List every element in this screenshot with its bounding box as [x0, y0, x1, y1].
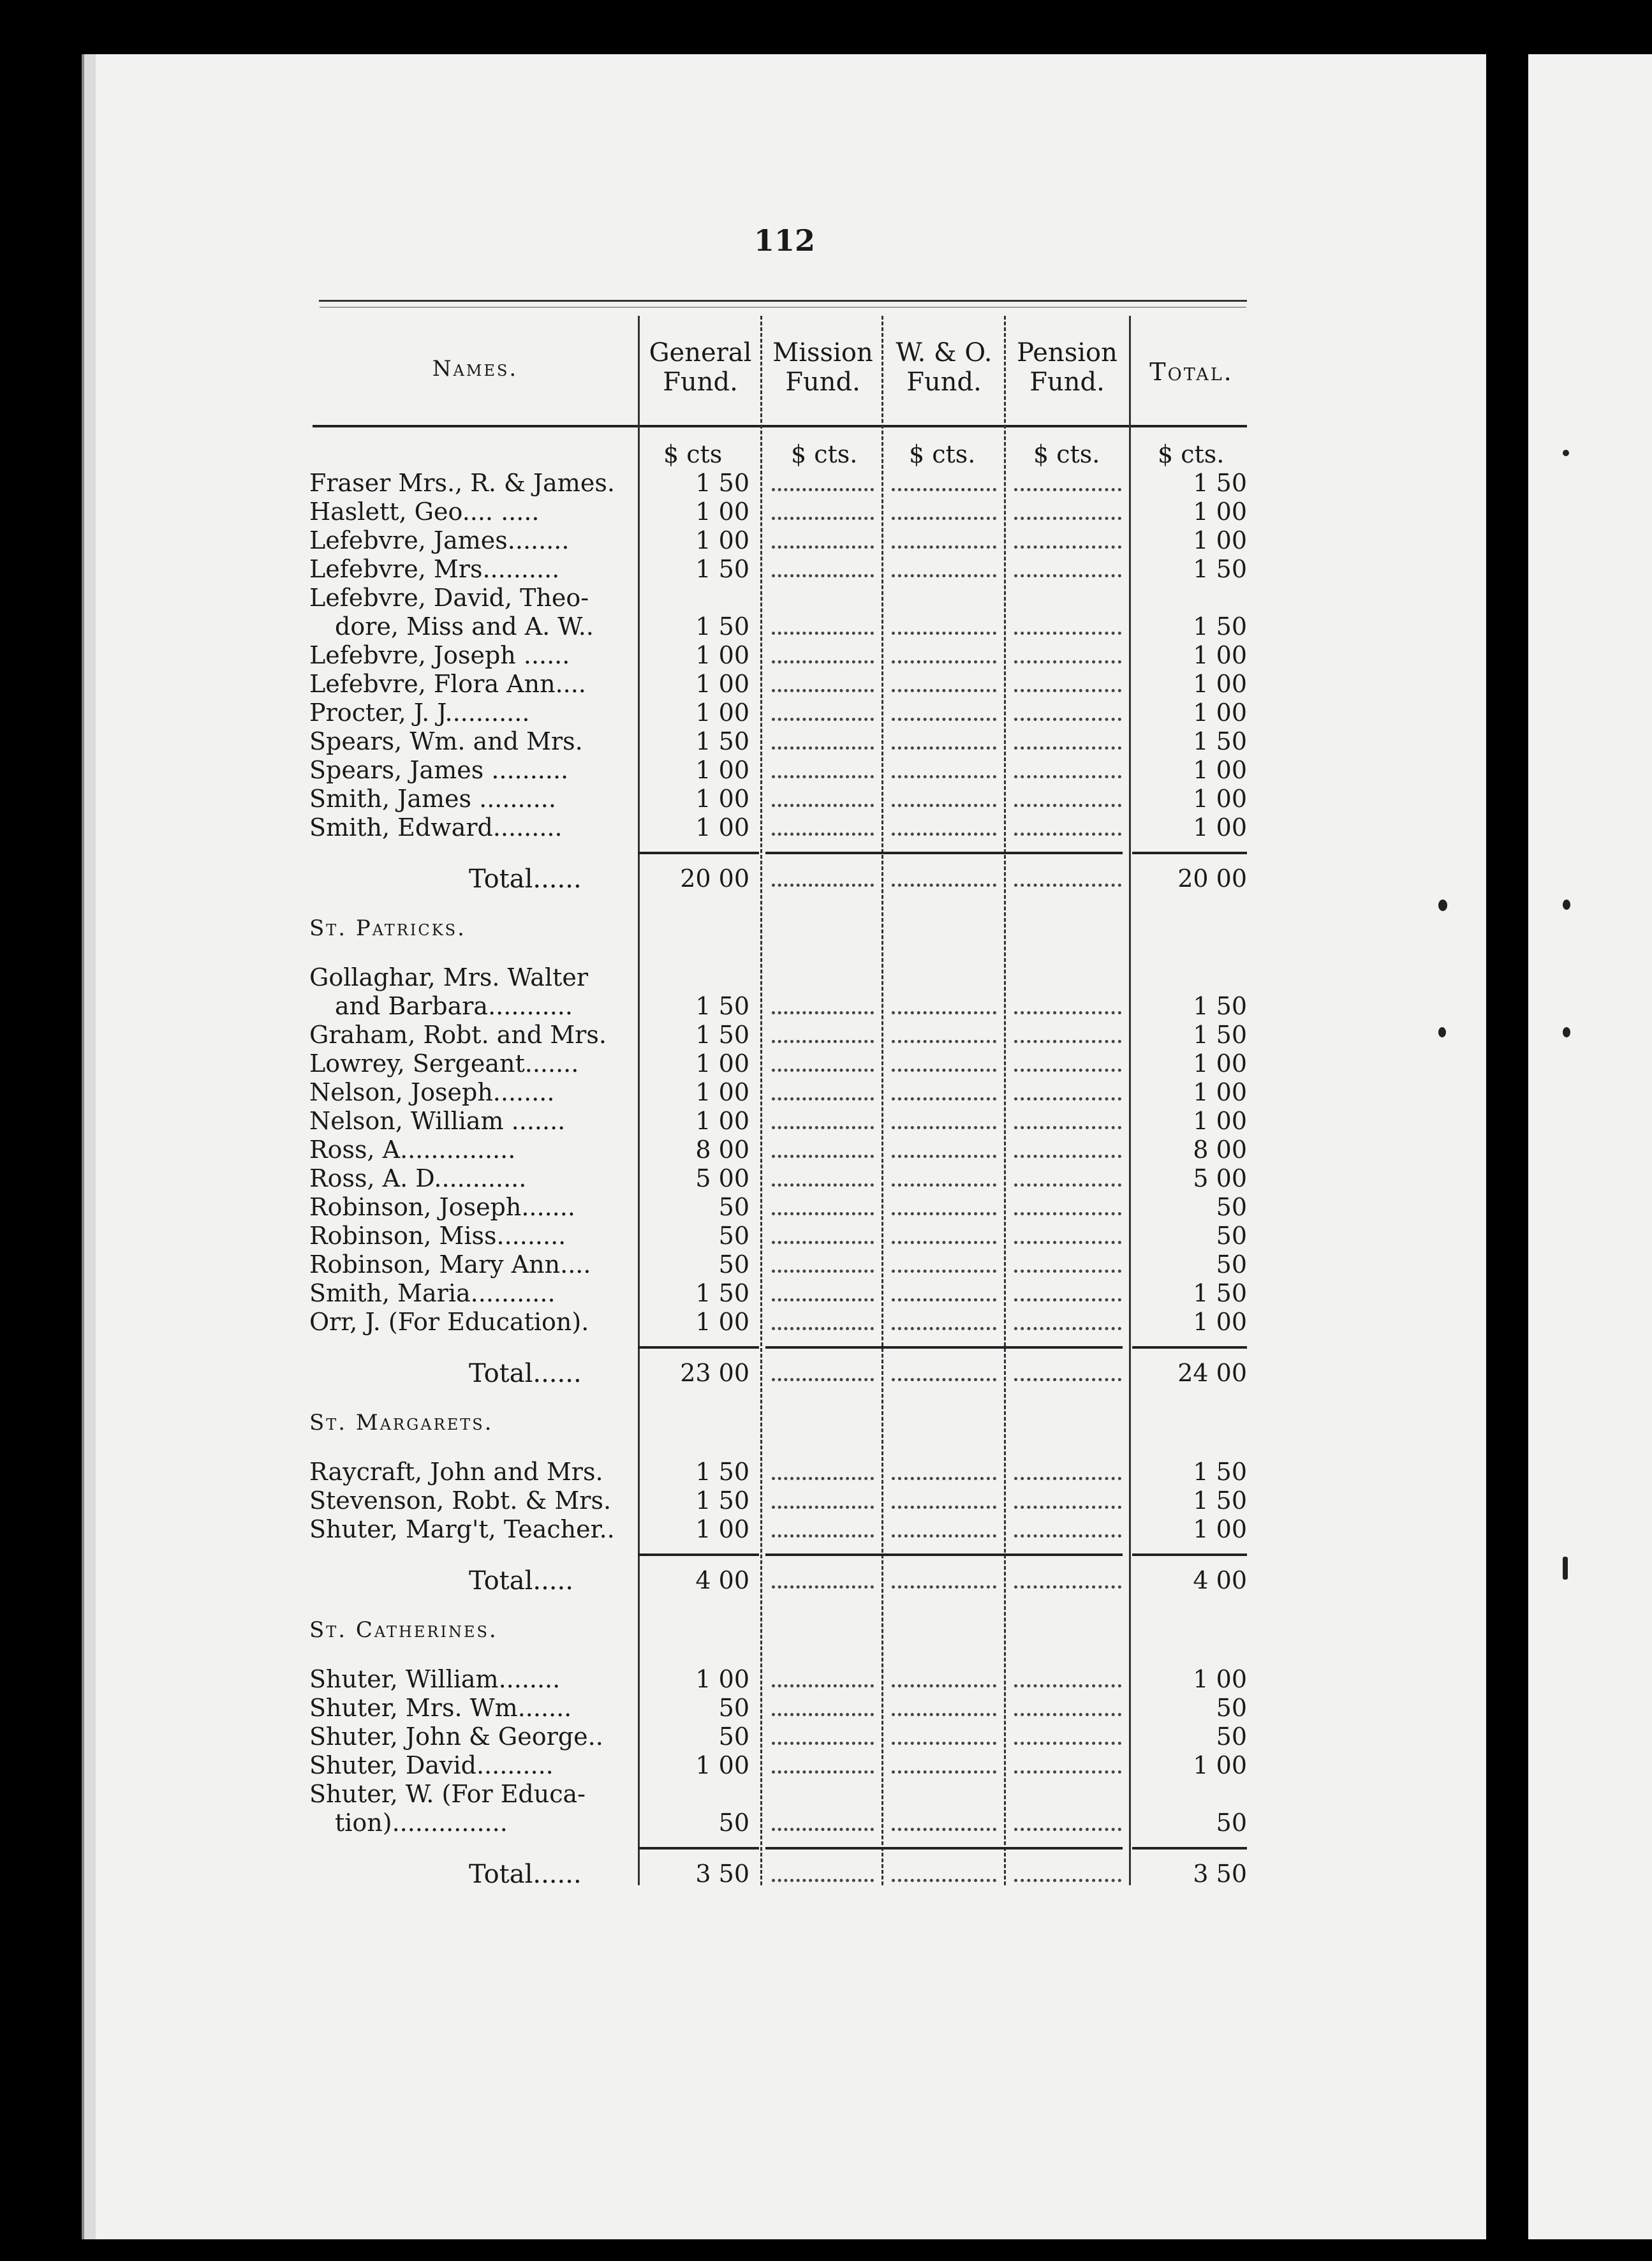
entry-name: Smith, Edward......... — [309, 813, 563, 841]
entry-name: Nelson, Joseph........ — [309, 1078, 555, 1106]
entry-name: Fraser Mrs., R. & James. — [309, 469, 615, 497]
general-fund-amount: 1 00 — [695, 526, 749, 554]
entry-name: Shuter, William........ — [309, 1665, 561, 1693]
total-amount: 1 00 — [1193, 1107, 1247, 1135]
total-amount: 1 50 — [1193, 1458, 1247, 1486]
column-divider — [760, 316, 762, 1885]
header-rule — [313, 425, 1247, 427]
entry-name: Lefebvre, Flora Ann.... — [309, 670, 586, 698]
general-fund-amount: 1 00 — [695, 756, 749, 784]
dotted-leader — [1014, 488, 1121, 491]
dotted-leader — [772, 1879, 874, 1882]
dotted-leader — [772, 545, 874, 549]
dotted-leader — [1014, 1241, 1121, 1244]
header-names: Names. — [432, 356, 519, 382]
dotted-leader — [1014, 1770, 1121, 1774]
total-amount: 1 00 — [1193, 813, 1247, 841]
entry-name: tion)............... — [335, 1809, 508, 1837]
dotted-leader — [1014, 1713, 1121, 1716]
entry-name: Lefebvre, Joseph ...... — [309, 641, 570, 669]
dotted-leader — [1014, 804, 1121, 807]
section-total-amount: 20 00 — [1177, 864, 1247, 893]
entry-name: dore, Miss and A. W.. — [335, 612, 594, 641]
dotted-leader — [1014, 1040, 1121, 1043]
entry-name: Robinson, Joseph....... — [309, 1193, 575, 1221]
dotted-leader — [892, 1183, 996, 1187]
general-fund-amount: 1 50 — [695, 469, 749, 497]
dotted-leader — [892, 689, 996, 692]
general-fund-amount: 1 00 — [695, 641, 749, 669]
general-fund-amount: 1 00 — [695, 813, 749, 841]
entry-name: Lefebvre, Mrs.......... — [309, 555, 560, 583]
total-amount: 1 50 — [1193, 992, 1247, 1020]
dotted-leader — [772, 1684, 874, 1687]
dotted-leader — [772, 574, 874, 577]
header-wo-line1: W. & O. — [896, 338, 992, 367]
total-amount: 8 00 — [1193, 1136, 1247, 1164]
entry-name: Lowrey, Sergeant....... — [309, 1049, 579, 1078]
header-mission-fund — [765, 338, 880, 397]
dotted-leader — [772, 660, 874, 663]
dotted-leader — [772, 746, 874, 750]
total-amount: 1 00 — [1193, 1751, 1247, 1779]
entry-name: Procter, J. J........... — [309, 699, 530, 727]
dotted-leader — [1014, 660, 1121, 663]
general-fund-amount: 50 — [718, 1193, 749, 1221]
dotted-leader — [892, 1270, 996, 1273]
entry-name: Shuter, John & George.. — [309, 1723, 603, 1751]
total-amount: 5 00 — [1193, 1164, 1247, 1192]
total-amount: 1 00 — [1193, 785, 1247, 813]
total-amount: 1 50 — [1193, 1021, 1247, 1049]
dotted-leader — [1014, 746, 1121, 750]
general-fund-amount: 1 00 — [695, 498, 749, 526]
general-fund-amount: 1 50 — [695, 992, 749, 1020]
general-fund-amount: 1 00 — [695, 1665, 749, 1693]
general-fund-amount: 50 — [718, 1694, 749, 1722]
units-wo: $ cts. — [909, 440, 976, 468]
entry-name: Haslett, Geo.... ..... — [309, 498, 540, 526]
dotted-leader — [772, 632, 874, 635]
sum-rule — [1132, 1346, 1247, 1349]
dotted-leader — [1014, 1879, 1121, 1882]
dotted-leader — [772, 1183, 874, 1187]
dotted-leader — [892, 1069, 996, 1072]
sum-rule — [765, 852, 1123, 854]
dotted-leader — [1014, 1534, 1121, 1538]
general-fund-amount: 1 50 — [695, 727, 749, 755]
dotted-leader — [1014, 1155, 1121, 1158]
dotted-leader — [1014, 1011, 1121, 1014]
sum-rule — [638, 1847, 759, 1850]
total-amount: 1 00 — [1193, 756, 1247, 784]
scan-speck — [1438, 900, 1447, 911]
total-amount: 1 50 — [1193, 727, 1247, 755]
section-total-label: Total...... — [469, 1359, 582, 1388]
header-mission-line2: Fund. — [785, 367, 860, 397]
dotted-leader — [1014, 1828, 1121, 1831]
total-amount: 1 50 — [1193, 555, 1247, 583]
dotted-leader — [1014, 1097, 1121, 1101]
units-total: $ cts. — [1158, 440, 1225, 468]
dotted-leader — [772, 1212, 874, 1215]
total-amount: 50 — [1216, 1694, 1247, 1722]
dotted-leader — [892, 1713, 996, 1716]
dotted-leader — [892, 1327, 996, 1330]
general-fund-amount: 1 00 — [695, 785, 749, 813]
entry-name: Orr, J. (For Education). — [309, 1308, 589, 1336]
entry-name: Lefebvre, James........ — [309, 526, 570, 554]
dotted-leader — [1014, 1327, 1121, 1330]
dotted-leader — [772, 1378, 874, 1381]
general-fund-amount: 50 — [718, 1723, 749, 1751]
general-fund-amount: 50 — [718, 1809, 749, 1837]
dotted-leader — [1014, 517, 1121, 520]
dotted-leader — [772, 1477, 874, 1480]
entry-name: Ross, A. D............ — [309, 1164, 527, 1192]
total-amount: 1 50 — [1193, 469, 1247, 497]
dotted-leader — [1014, 1126, 1121, 1129]
dotted-leader — [892, 1298, 996, 1301]
entry-name: Gollaghar, Mrs. Walter — [309, 963, 589, 991]
header-mission-line1: Mission — [772, 338, 873, 367]
general-fund-amount: 50 — [718, 1250, 749, 1279]
dotted-leader — [892, 1742, 996, 1745]
dotted-leader — [772, 775, 874, 778]
header-general-fund — [643, 338, 758, 397]
dotted-leader — [772, 1713, 874, 1716]
top-double-rule — [319, 300, 1247, 302]
dotted-leader — [772, 1040, 874, 1043]
total-amount: 50 — [1216, 1250, 1247, 1279]
dotted-leader — [1014, 1684, 1121, 1687]
dotted-leader — [772, 1742, 874, 1745]
dotted-leader — [1014, 1183, 1121, 1187]
section-total-amount: 3 50 — [1193, 1860, 1247, 1888]
dotted-leader — [892, 1828, 996, 1831]
units-mission: $ cts. — [791, 440, 858, 468]
dotted-leader — [1014, 1585, 1121, 1589]
column-divider — [1129, 316, 1131, 1885]
total-amount: 1 00 — [1193, 1665, 1247, 1693]
sum-rule — [765, 1847, 1123, 1850]
total-amount: 50 — [1216, 1193, 1247, 1221]
entry-name: Smith, James .......... — [309, 785, 556, 813]
dotted-leader — [892, 488, 996, 491]
dotted-leader — [892, 1212, 996, 1215]
general-fund-amount: 1 00 — [695, 699, 749, 727]
sum-rule — [1132, 1553, 1247, 1556]
dotted-leader — [892, 884, 996, 887]
dotted-leader — [892, 833, 996, 836]
dotted-leader — [772, 1241, 874, 1244]
entry-name: and Barbara........... — [335, 992, 573, 1020]
scan-speck — [1563, 450, 1569, 456]
dotted-leader — [892, 1879, 996, 1882]
header-general-line2: Fund. — [663, 367, 738, 397]
dotted-leader — [1014, 574, 1121, 577]
entry-name: Ross, A............... — [309, 1136, 516, 1164]
total-amount: 1 50 — [1193, 1486, 1247, 1515]
entry-name: Shuter, Marg't, Teacher.. — [309, 1515, 615, 1543]
total-amount: 1 50 — [1193, 612, 1247, 641]
dotted-leader — [1014, 718, 1121, 721]
header-pension-fund — [1007, 338, 1128, 397]
dotted-leader — [772, 1770, 874, 1774]
entry-name: Shuter, Mrs. Wm....... — [309, 1694, 572, 1722]
general-fund-amount: 8 00 — [695, 1136, 749, 1164]
header-pension-line1: Pension — [1017, 338, 1117, 367]
dotted-leader — [1014, 1477, 1121, 1480]
total-amount: 1 00 — [1193, 1049, 1247, 1078]
general-fund-amount: 1 00 — [695, 670, 749, 698]
header-general-line1: General — [649, 338, 752, 367]
section-total-amount: 4 00 — [1193, 1566, 1247, 1594]
dotted-leader — [1014, 1378, 1121, 1381]
general-fund-amount: 1 50 — [695, 1021, 749, 1049]
sum-rule — [765, 1346, 1123, 1349]
dotted-leader — [772, 1327, 874, 1330]
dotted-leader — [892, 1040, 996, 1043]
dotted-leader — [892, 746, 996, 750]
dotted-leader — [892, 1477, 996, 1480]
sum-rule — [638, 1553, 759, 1556]
dotted-leader — [772, 1298, 874, 1301]
total-amount: 50 — [1216, 1809, 1247, 1837]
dotted-leader — [772, 1069, 874, 1072]
facing-page-edge — [1528, 54, 1652, 2239]
total-amount: 1 00 — [1193, 1308, 1247, 1336]
general-fund-amount: 5 00 — [695, 1164, 749, 1192]
dotted-leader — [772, 1011, 874, 1014]
scan-speck — [1438, 1027, 1446, 1037]
entry-name: Spears, Wm. and Mrs. — [309, 727, 583, 755]
total-amount: 50 — [1216, 1723, 1247, 1751]
dotted-leader — [892, 517, 996, 520]
dotted-leader — [892, 1534, 996, 1538]
dotted-leader — [892, 1684, 996, 1687]
section-total-general: 3 50 — [695, 1860, 749, 1888]
section-heading: St. Patricks. — [309, 916, 466, 941]
dotted-leader — [892, 1126, 996, 1129]
dotted-leader — [1014, 775, 1121, 778]
total-amount: 1 00 — [1193, 641, 1247, 669]
total-amount: 1 00 — [1193, 699, 1247, 727]
general-fund-amount: 1 50 — [695, 612, 749, 641]
general-fund-amount: 1 00 — [695, 1308, 749, 1336]
section-total-general: 4 00 — [695, 1566, 749, 1594]
total-amount: 1 00 — [1193, 498, 1247, 526]
dotted-leader — [772, 689, 874, 692]
general-fund-amount: 1 00 — [695, 1078, 749, 1106]
header-total: Total. — [1149, 358, 1234, 386]
section-total-general: 23 00 — [680, 1359, 749, 1387]
dotted-leader — [892, 1585, 996, 1589]
general-fund-amount: 1 00 — [695, 1515, 749, 1543]
entry-name: Stevenson, Robt. & Mrs. — [309, 1486, 612, 1515]
total-amount: 1 00 — [1193, 526, 1247, 554]
entry-name: Spears, James .......... — [309, 756, 569, 784]
dotted-leader — [892, 775, 996, 778]
dotted-leader — [1014, 1298, 1121, 1301]
dotted-leader — [1014, 1069, 1121, 1072]
dotted-leader — [772, 1155, 874, 1158]
page-number: 112 — [753, 223, 816, 258]
units-pension: $ cts. — [1033, 440, 1100, 468]
dotted-leader — [1014, 632, 1121, 635]
section-total-label: Total...... — [469, 864, 582, 894]
dotted-leader — [772, 884, 874, 887]
sum-rule — [765, 1553, 1123, 1556]
dotted-leader — [772, 1506, 874, 1509]
total-amount: 1 50 — [1193, 1279, 1247, 1307]
dotted-leader — [772, 1828, 874, 1831]
total-amount: 1 00 — [1193, 1078, 1247, 1106]
general-fund-amount: 1 50 — [695, 555, 749, 583]
section-heading: St. Margarets. — [309, 1410, 494, 1435]
dotted-leader — [772, 1126, 874, 1129]
dotted-leader — [892, 632, 996, 635]
dotted-leader — [772, 718, 874, 721]
dotted-leader — [1014, 1270, 1121, 1273]
dotted-leader — [772, 1585, 874, 1589]
column-divider — [881, 316, 883, 1885]
header-wo-line2: Fund. — [906, 367, 982, 397]
dotted-leader — [772, 1097, 874, 1101]
dotted-leader — [892, 1155, 996, 1158]
dotted-leader — [892, 1011, 996, 1014]
dotted-leader — [772, 833, 874, 836]
section-heading: St. Catherines. — [309, 1617, 498, 1643]
entry-name: Raycraft, John and Mrs. — [309, 1458, 603, 1486]
general-fund-amount: 1 00 — [695, 1751, 749, 1779]
entry-name: Smith, Maria........... — [309, 1279, 556, 1307]
dotted-leader — [1014, 884, 1121, 887]
units-general: $ cts — [663, 440, 723, 468]
dotted-leader — [772, 1534, 874, 1538]
header-wo-fund — [887, 338, 1001, 397]
dotted-leader — [892, 1378, 996, 1381]
sum-rule — [638, 1346, 759, 1349]
section-total-label: Total..... — [469, 1566, 573, 1596]
entry-name: Robinson, Mary Ann.... — [309, 1250, 591, 1279]
dotted-leader — [1014, 689, 1121, 692]
scan-speck — [1563, 1027, 1570, 1037]
dotted-leader — [892, 574, 996, 577]
scan-speck — [1563, 900, 1570, 910]
general-fund-amount: 1 00 — [695, 1107, 749, 1135]
dotted-leader — [892, 804, 996, 807]
entry-name: Shuter, W. (For Educa- — [309, 1780, 586, 1808]
dotted-leader — [892, 660, 996, 663]
entry-name: Nelson, William ....... — [309, 1107, 566, 1135]
dotted-leader — [772, 1270, 874, 1273]
dotted-leader — [892, 1241, 996, 1244]
dotted-leader — [772, 488, 874, 491]
total-amount: 1 00 — [1193, 1515, 1247, 1543]
general-fund-amount: 1 50 — [695, 1279, 749, 1307]
section-total-general: 20 00 — [680, 864, 749, 893]
dotted-leader — [892, 1097, 996, 1101]
dotted-leader — [892, 1770, 996, 1774]
section-total-label: Total...... — [469, 1860, 582, 1889]
scan-speck — [1563, 1557, 1568, 1580]
total-amount: 50 — [1216, 1222, 1247, 1250]
general-fund-amount: 50 — [718, 1222, 749, 1250]
dotted-leader — [772, 804, 874, 807]
entry-name: Shuter, David.......... — [309, 1751, 554, 1779]
dotted-leader — [1014, 545, 1121, 549]
section-total-amount: 24 00 — [1177, 1359, 1247, 1387]
dotted-leader — [772, 517, 874, 520]
dotted-leader — [892, 545, 996, 549]
general-fund-amount: 1 00 — [695, 1049, 749, 1078]
entry-name: Graham, Robt. and Mrs. — [309, 1021, 607, 1049]
entry-name: Lefebvre, David, Theo- — [309, 584, 589, 612]
dotted-leader — [892, 718, 996, 721]
sum-rule — [1132, 852, 1247, 854]
entry-name: Robinson, Miss......... — [309, 1222, 566, 1250]
dotted-leader — [1014, 833, 1121, 836]
general-fund-amount: 1 50 — [695, 1458, 749, 1486]
dotted-leader — [1014, 1506, 1121, 1509]
general-fund-amount: 1 50 — [695, 1486, 749, 1515]
sum-rule — [638, 852, 759, 854]
dotted-leader — [1014, 1212, 1121, 1215]
column-divider — [1004, 316, 1006, 1885]
sum-rule — [1132, 1847, 1247, 1850]
header-pension-line2: Fund. — [1029, 367, 1105, 397]
total-amount: 1 00 — [1193, 670, 1247, 698]
dotted-leader — [892, 1506, 996, 1509]
dotted-leader — [1014, 1742, 1121, 1745]
